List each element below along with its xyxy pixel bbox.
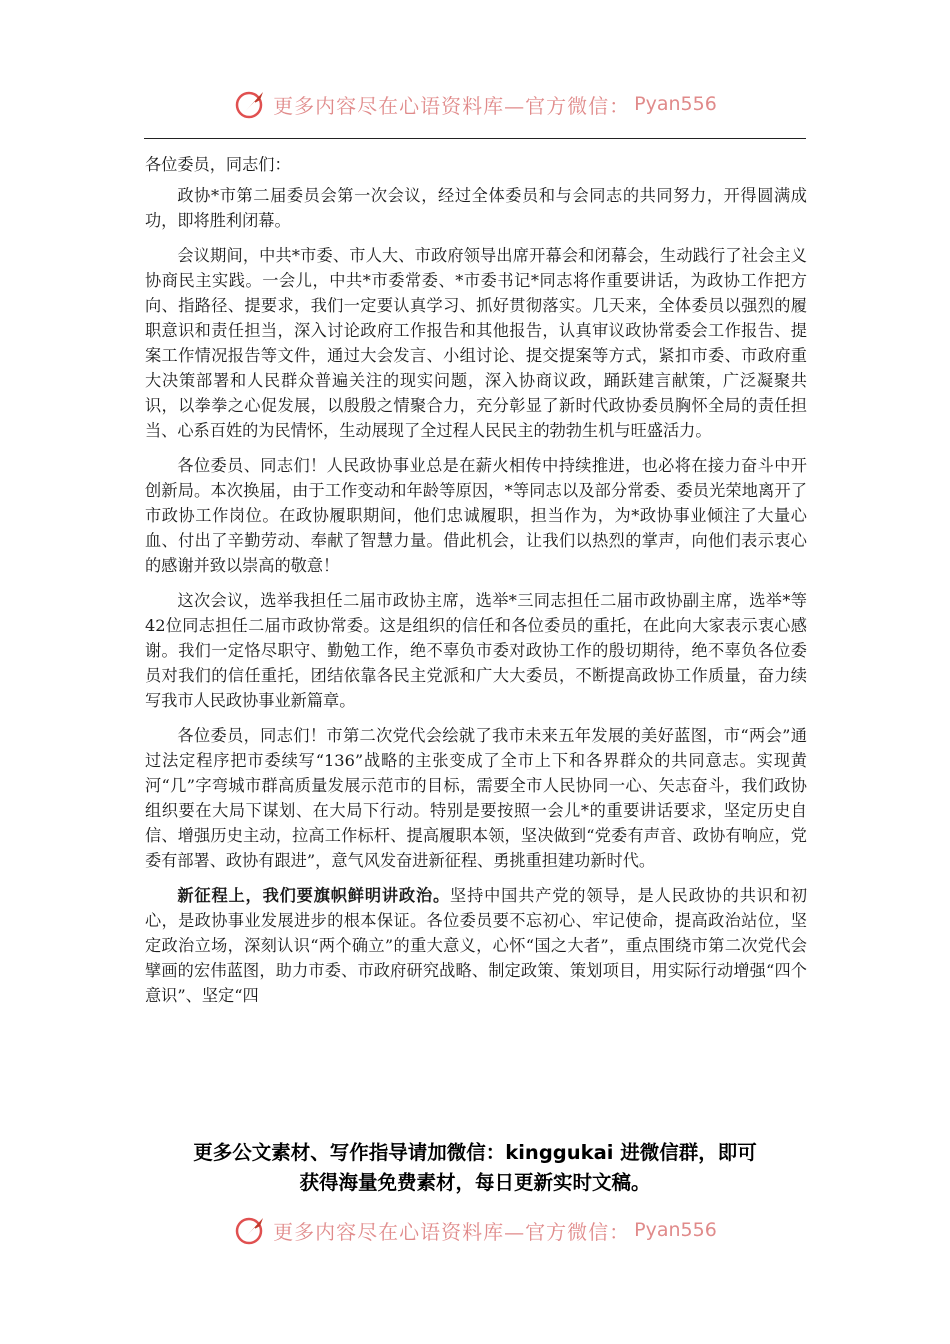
quill-logo-icon <box>233 86 269 122</box>
footer-wechat-id: Pyan556 <box>634 1219 717 1241</box>
promo-line: 更多公文素材、写作指导请加微信：kinggukai 进微信群，即可 <box>193 1141 757 1164</box>
quill-logo-icon <box>233 1212 269 1248</box>
salutation: 各位委员，同志们： <box>145 155 291 174</box>
document-body <box>145 152 807 1008</box>
paragraph: 这次会议，选举我担任二届市政协主席，选举*三同志担任二届市政协副主席，选举*等42位同志担任二届市政协常委。这是组织的信任和各位委员的重托，在此向大家表示衷心感谢。我们一定恪尽职守、勤勉工作，绝不辜负市委对政协工作的殷切期待，绝不辜负各位委员对我们的信任重托，团结依靠各民主党派和广大大委员，不断提高政协工作质量，奋力续写我市人民政协事业新篇章。 <box>145 591 807 710</box>
paragraph-lead: 新征程上，我们要旗帜鲜明讲政治。 <box>177 886 451 905</box>
paragraph: 各位委员，同志们！市第二次党代会绘就了我市未来五年发展的美好蓝图，市“两会”通过法定程序把市委续写“136”战略的主张变成了全市上下和各界群众的共同意志。实现黄河“几”字弯城市群高质量发展示范市的目标，需要全市人民协同一心、矢志奋斗，我们政协组织要在大局下谋划、在大局下行动。特别是要按照一会儿*的重要讲话要求，坚定历史自信、增强历史主动，拉高工作标杆、提高履职本领，坚决做到“党委有声音、政协有响应，党委有部署、政协有跟进”，意气风发奋进新征程、勇挑重担建功新时代。 <box>145 726 807 870</box>
header-banner <box>0 84 950 124</box>
header-rule <box>144 138 806 139</box>
promo-line: 获得海量免费素材，每日更新实时文稿。 <box>299 1171 651 1194</box>
footer-banner-text: 更多内容尽在心语资料库—官方微信： <box>273 1219 631 1244</box>
paragraph <box>145 883 807 1008</box>
promo-notice <box>110 1138 840 1198</box>
paragraph: 政协*市第二届委员会第一次会议，经过全体委员和与会同志的共同努力，开得圆满成功，即将胜利闭幕。 <box>145 186 807 230</box>
paragraph: 会议期间，中共*市委、市人大、市政府领导出席开幕会和闭幕会，生动践行了社会主义协商民主实践。一会儿，中共*市委常委、*市委书记*同志将作重要讲话，为政协工作把方向、指路径、提要求，我们一定要认真学习、抓好贯彻落实。几天来，全体委员以强烈的履职意识和责任担当，深入讨论政府工作报告和其他报告，认真审议政协常委会工作报告、提案工作情况报告等文件，通过大会发言、小组讨论、提交提案等方式，紧扣市委、市政府重大决策部署和人民群众普遍关注的现实问题，深入协商议政，踊跃建言献策，广泛凝聚共识，以拳拳之心促发展，以殷殷之情聚合力，充分彰显了新时代政协委员胸怀全局的责任担当、心系百姓的为民情怀，生动展现了全过程人民民主的勃勃生机与旺盛活力。 <box>145 246 807 440</box>
header-banner-text: 更多内容尽在心语资料库—官方微信： <box>273 93 631 118</box>
paragraph: 各位委员、同志们！人民政协事业总是在薪火相传中持续推进，也必将在接力奋斗中开创新局。本次换届，由于工作变动和年龄等原因，*等同志以及部分常委、委员光荣地离开了市政协工作岗位。在政协履职期间，他们忠诚履职，担当作为，为*政协事业倾注了大量心血、付出了辛勤劳动、奉献了智慧力量。借此机会，让我们以热烈的掌声，向他们表示衷心的感谢并致以崇高的敬意！ <box>145 456 807 575</box>
footer-banner <box>0 1210 950 1250</box>
paragraph-text: 坚持中国共产党的领导，是人民政协的共识和初心，是政协事业发展进步的根本保证。各位委员要不忘初心、牢记使命，提高政治站位，坚定政治立场，深刻认识“两个确立”的重大意义，心怀“国之大者”，重点围绕市第二次党代会擘画的宏伟蓝图，助力市委、市政府研究战略、制定政策、策划项目，用实际行动增强“四个意识”、坚定“四 <box>145 886 807 1005</box>
header-wechat-id: Pyan556 <box>634 93 717 115</box>
